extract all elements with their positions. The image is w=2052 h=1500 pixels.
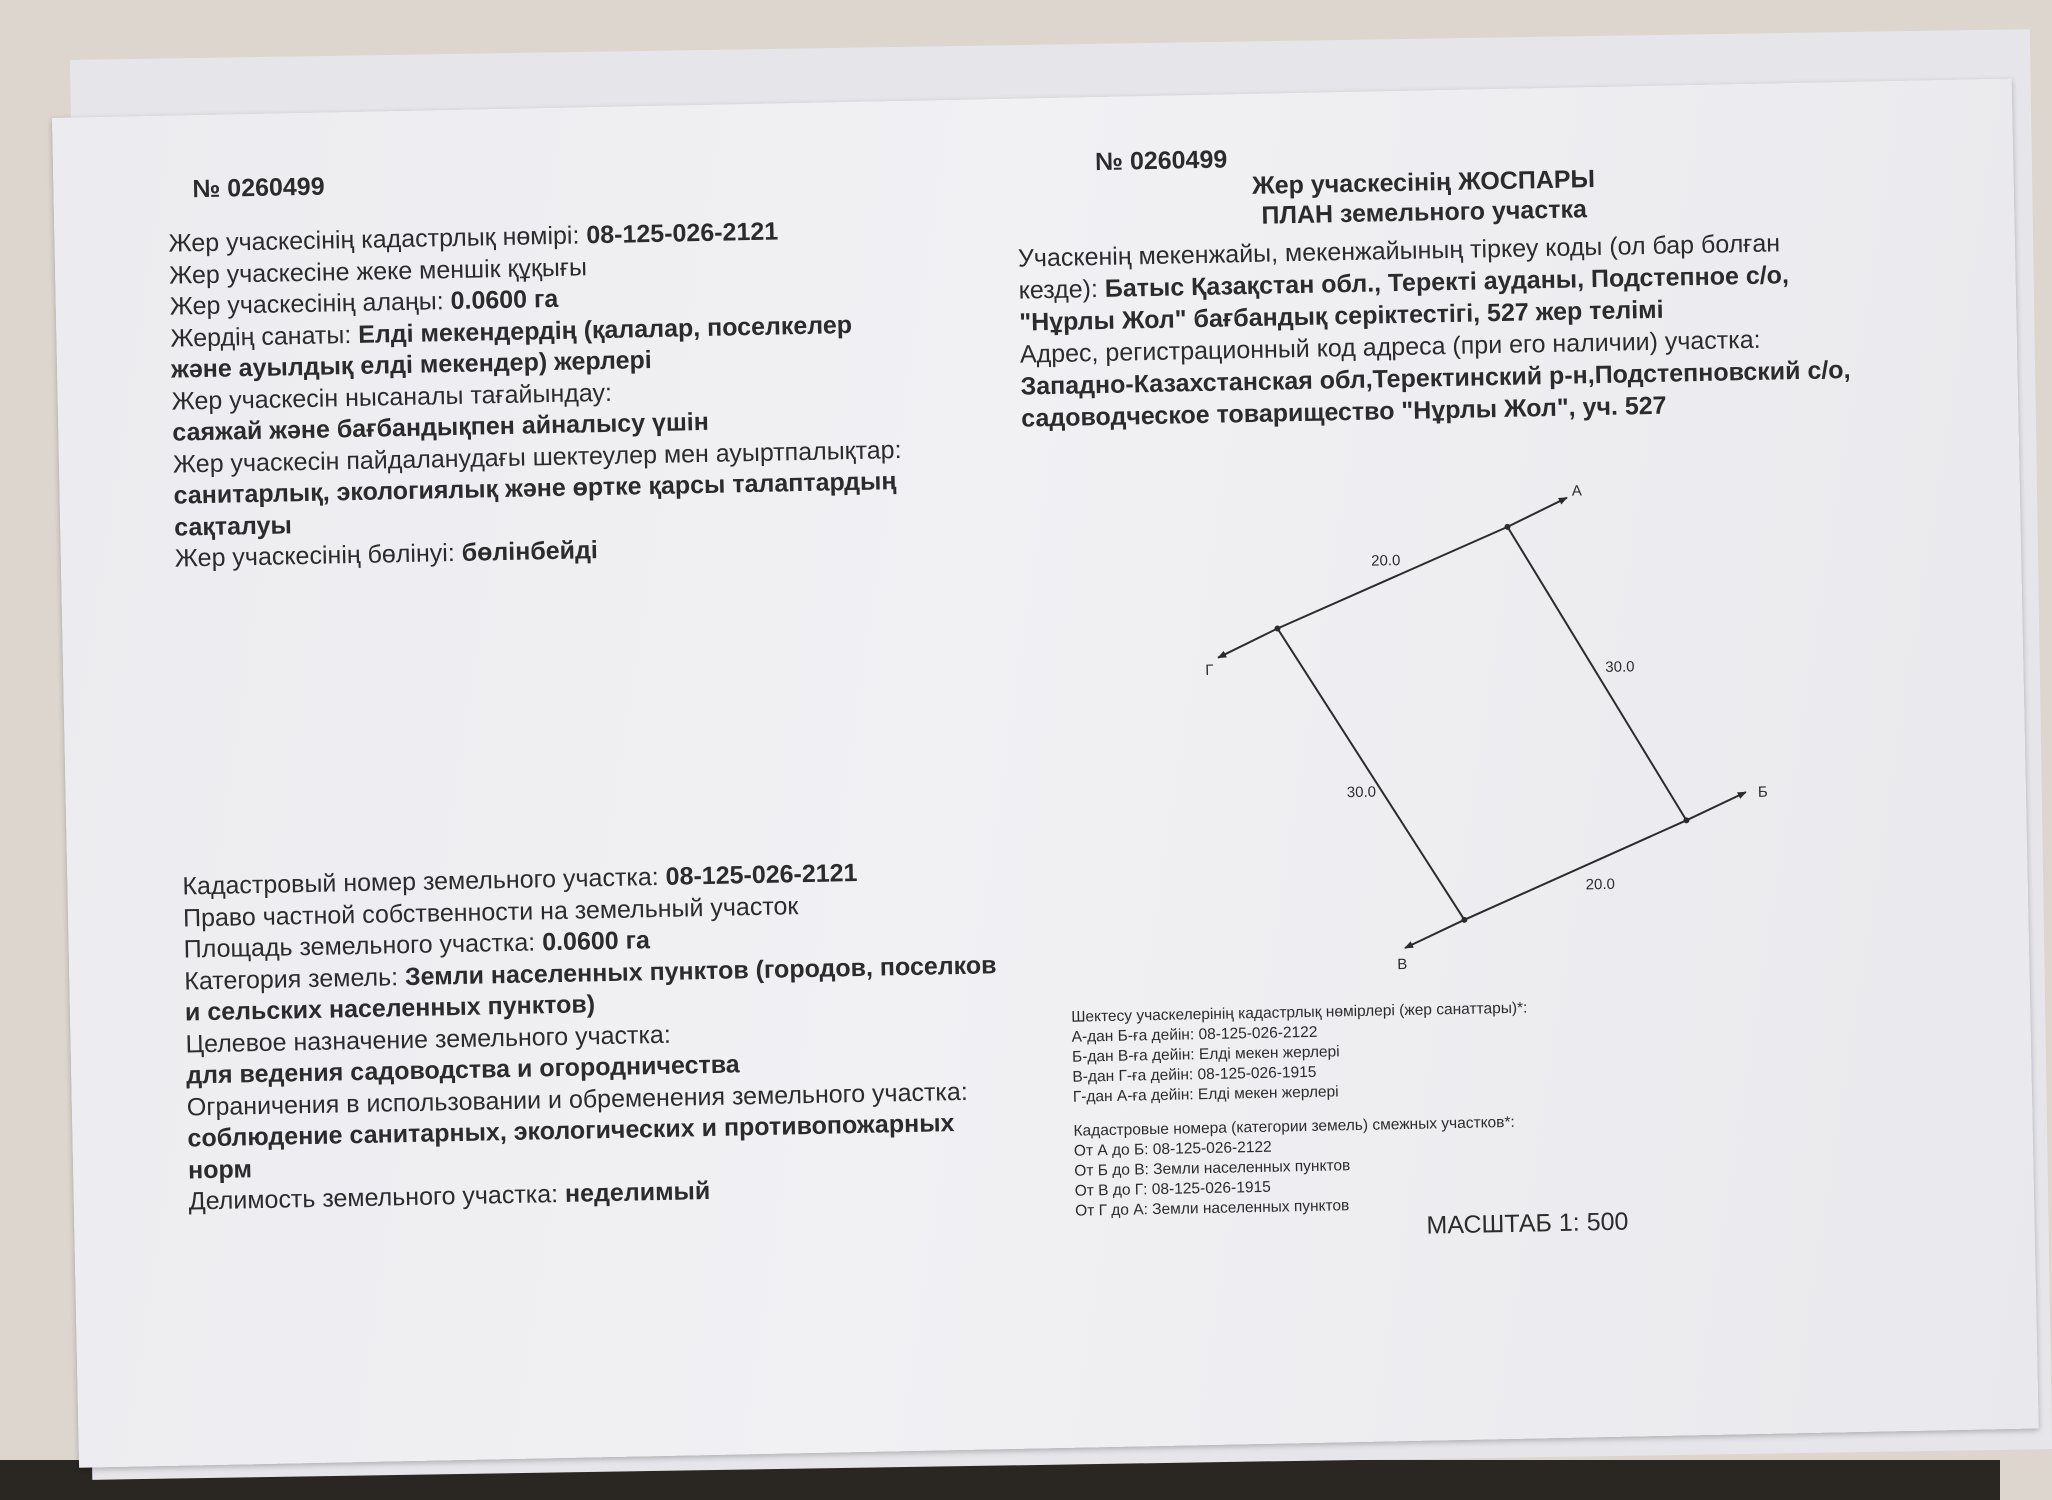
kz-divisibility-value: бөлінбейді [461,536,599,567]
ru-category-value-1: Земли населенных пунктов (городов, поселков [404,951,997,992]
adjacent-kz-line: А-дан Б-ға дейін: 08-125-026-2122 [1071,1023,1318,1046]
dimension-ab: 30.0 [1605,658,1635,676]
kz-restrictions-value-2: сақталуы [173,511,293,542]
plan-title-kz: Жер учаскесінің ЖОСПАРЫ [1251,165,1596,200]
dimension-vg: 30.0 [1346,783,1377,802]
arrow-v [1404,920,1465,948]
kz-address-value-1: Батыс Қазақстан обл., Теректі ауданы, Подстепное с/о, [1104,261,1790,303]
adjacent-kz-heading: Шектесу учаскелерінің кадастрлық нөмірлері (жер санаттары)*: [1071,999,1528,1026]
ru-purpose-value: для ведения садоводства и огородничества [185,1050,740,1090]
adjacent-kz-line: Б-дан В-ға дейін: Елді мекен жерлері [1071,1043,1340,1066]
ru-ownership-right: Право частной собственности на земельный участок [182,892,799,933]
ru-restrictions-value-1: соблюдение санитарных, экологических и противопожарных [187,1109,955,1153]
kz-address-label-1: Учаскенің мекенжайы, мекенжайының тіркеу коды (ол бар болған [1017,229,1781,273]
document-sheet [52,79,2039,1468]
adjacent-ru-heading: Кадастровые номера (категории земель) смежных участков*: [1073,1113,1515,1140]
kz-area-line [170,284,559,322]
arrow-g [1218,629,1279,658]
ru-area-label: Площадь земельного участка: [183,928,543,964]
kz-ownership-right: Жер учаскесіне жеке меншік құқығы [168,253,588,290]
side-vg [1277,625,1464,924]
label-point-a: А [1571,482,1582,500]
scale-label: МАСШТАБ 1: 500 [1426,1207,1629,1240]
ru-area-value: 0.0600 га [541,926,651,957]
ru-divisibility-label: Делимость земельного участка: [188,1179,566,1216]
kz-category-label: Жердің санаты: [170,320,359,353]
kz-address-value-2: "Нұрлы Жол" бағбандық серіктестігі, 527 жер телімі [1019,295,1664,337]
dimension-bv: 20.0 [1585,875,1616,894]
dimension-ga: 20.0 [1370,552,1401,570]
side-bv [1462,820,1688,919]
adjacent-ru-line: От Г до А: Земли населенных пунктов [1074,1197,1350,1220]
side-ga [1276,527,1510,629]
ru-divisibility-line [188,1176,710,1216]
adjacent-ru-line: От В до Г: 08-125-026-1915 [1074,1178,1271,1200]
arrow-b [1686,792,1747,820]
ru-cadastral-label: Кадастровый номер земельного участка: [182,862,666,901]
plan-title-ru: ПЛАН земельного участка [1261,195,1588,230]
ru-address-value-2: садоводческое товарищество "Нұрлы Жол", уч. 527 [1020,391,1667,433]
ru-purpose-label: Целевое назначение земельного участка: [185,1020,672,1059]
side-ab [1507,523,1686,823]
plot-plan-diagram [1058,415,1768,997]
adjacent-ru-line: От А до Б: 08-125-026-2122 [1073,1138,1272,1160]
ru-category-label: Категория земель: [184,963,406,996]
adjacent-kz-line: Г-дан А-ға дейін: Елді мекен жерлері [1072,1083,1339,1106]
kz-purpose-label: Жер учаскесін нысаналы тағайындау: [171,378,613,416]
ru-restrictions-label: Ограничения в использовании и обременения земельного участка: [186,1077,969,1122]
label-point-v: В [1397,955,1408,974]
adjacent-kz-line: В-дан Г-ға дейін: 08-125-026-1915 [1072,1063,1317,1086]
kz-purpose-value: саяжай және бағбандықпен айналысу үшін [172,407,710,447]
kz-category-value-2: және ауылдық елді мекендер) жерлері [170,346,652,384]
arrow-a [1507,498,1568,527]
kz-cadastral-label: Жер учаскесінің кадастрлық нөмірі: [168,221,587,258]
kz-cadastral-line [168,216,778,258]
doc-number-right: № 0260499 [1094,145,1228,177]
label-point-b: Б [1757,783,1768,801]
kz-divisibility-label: Жер учаскесінің бөлінуі: [174,538,462,573]
ru-address-value-1: Западно-Казахстанская обл,Теректинский р-н,Подстепновский с/о, [1020,355,1851,401]
ru-address-label: Адрес, регистрационный код адреса (при его наличии) участка: [1019,325,1761,369]
kz-area-label: Жер учаскесінің алаңы: [169,287,451,321]
kz-restrictions-value-1: санитарлық, экологиялық және өртке қарсы талаптардың [173,467,897,510]
kz-category-value-1: Елді мекендердің (қалалар, поселкелер [357,310,853,349]
adjacent-ru-line: От Б до В: Земли населенных пунктов [1074,1157,1351,1180]
kz-area-value: 0.0600 га [450,284,559,316]
ru-restrictions-value-2: норм [187,1155,253,1185]
kz-address-label-2: кезде): [1018,274,1106,305]
ru-category-value-2: и сельских населенных пунктов) [184,990,596,1027]
ru-cadastral-value: 08-125-026-2121 [665,858,858,891]
kz-restrictions-label: Жер учаскесін пайдаланудағы шектеулер мен ауыртпалықтар: [172,436,902,479]
label-point-g: Г [1205,661,1214,679]
kz-cadastral-value: 08-125-026-2121 [586,217,779,250]
doc-number-left: № 0260499 [192,172,325,204]
ru-divisibility-value: неделимый [564,1177,711,1208]
